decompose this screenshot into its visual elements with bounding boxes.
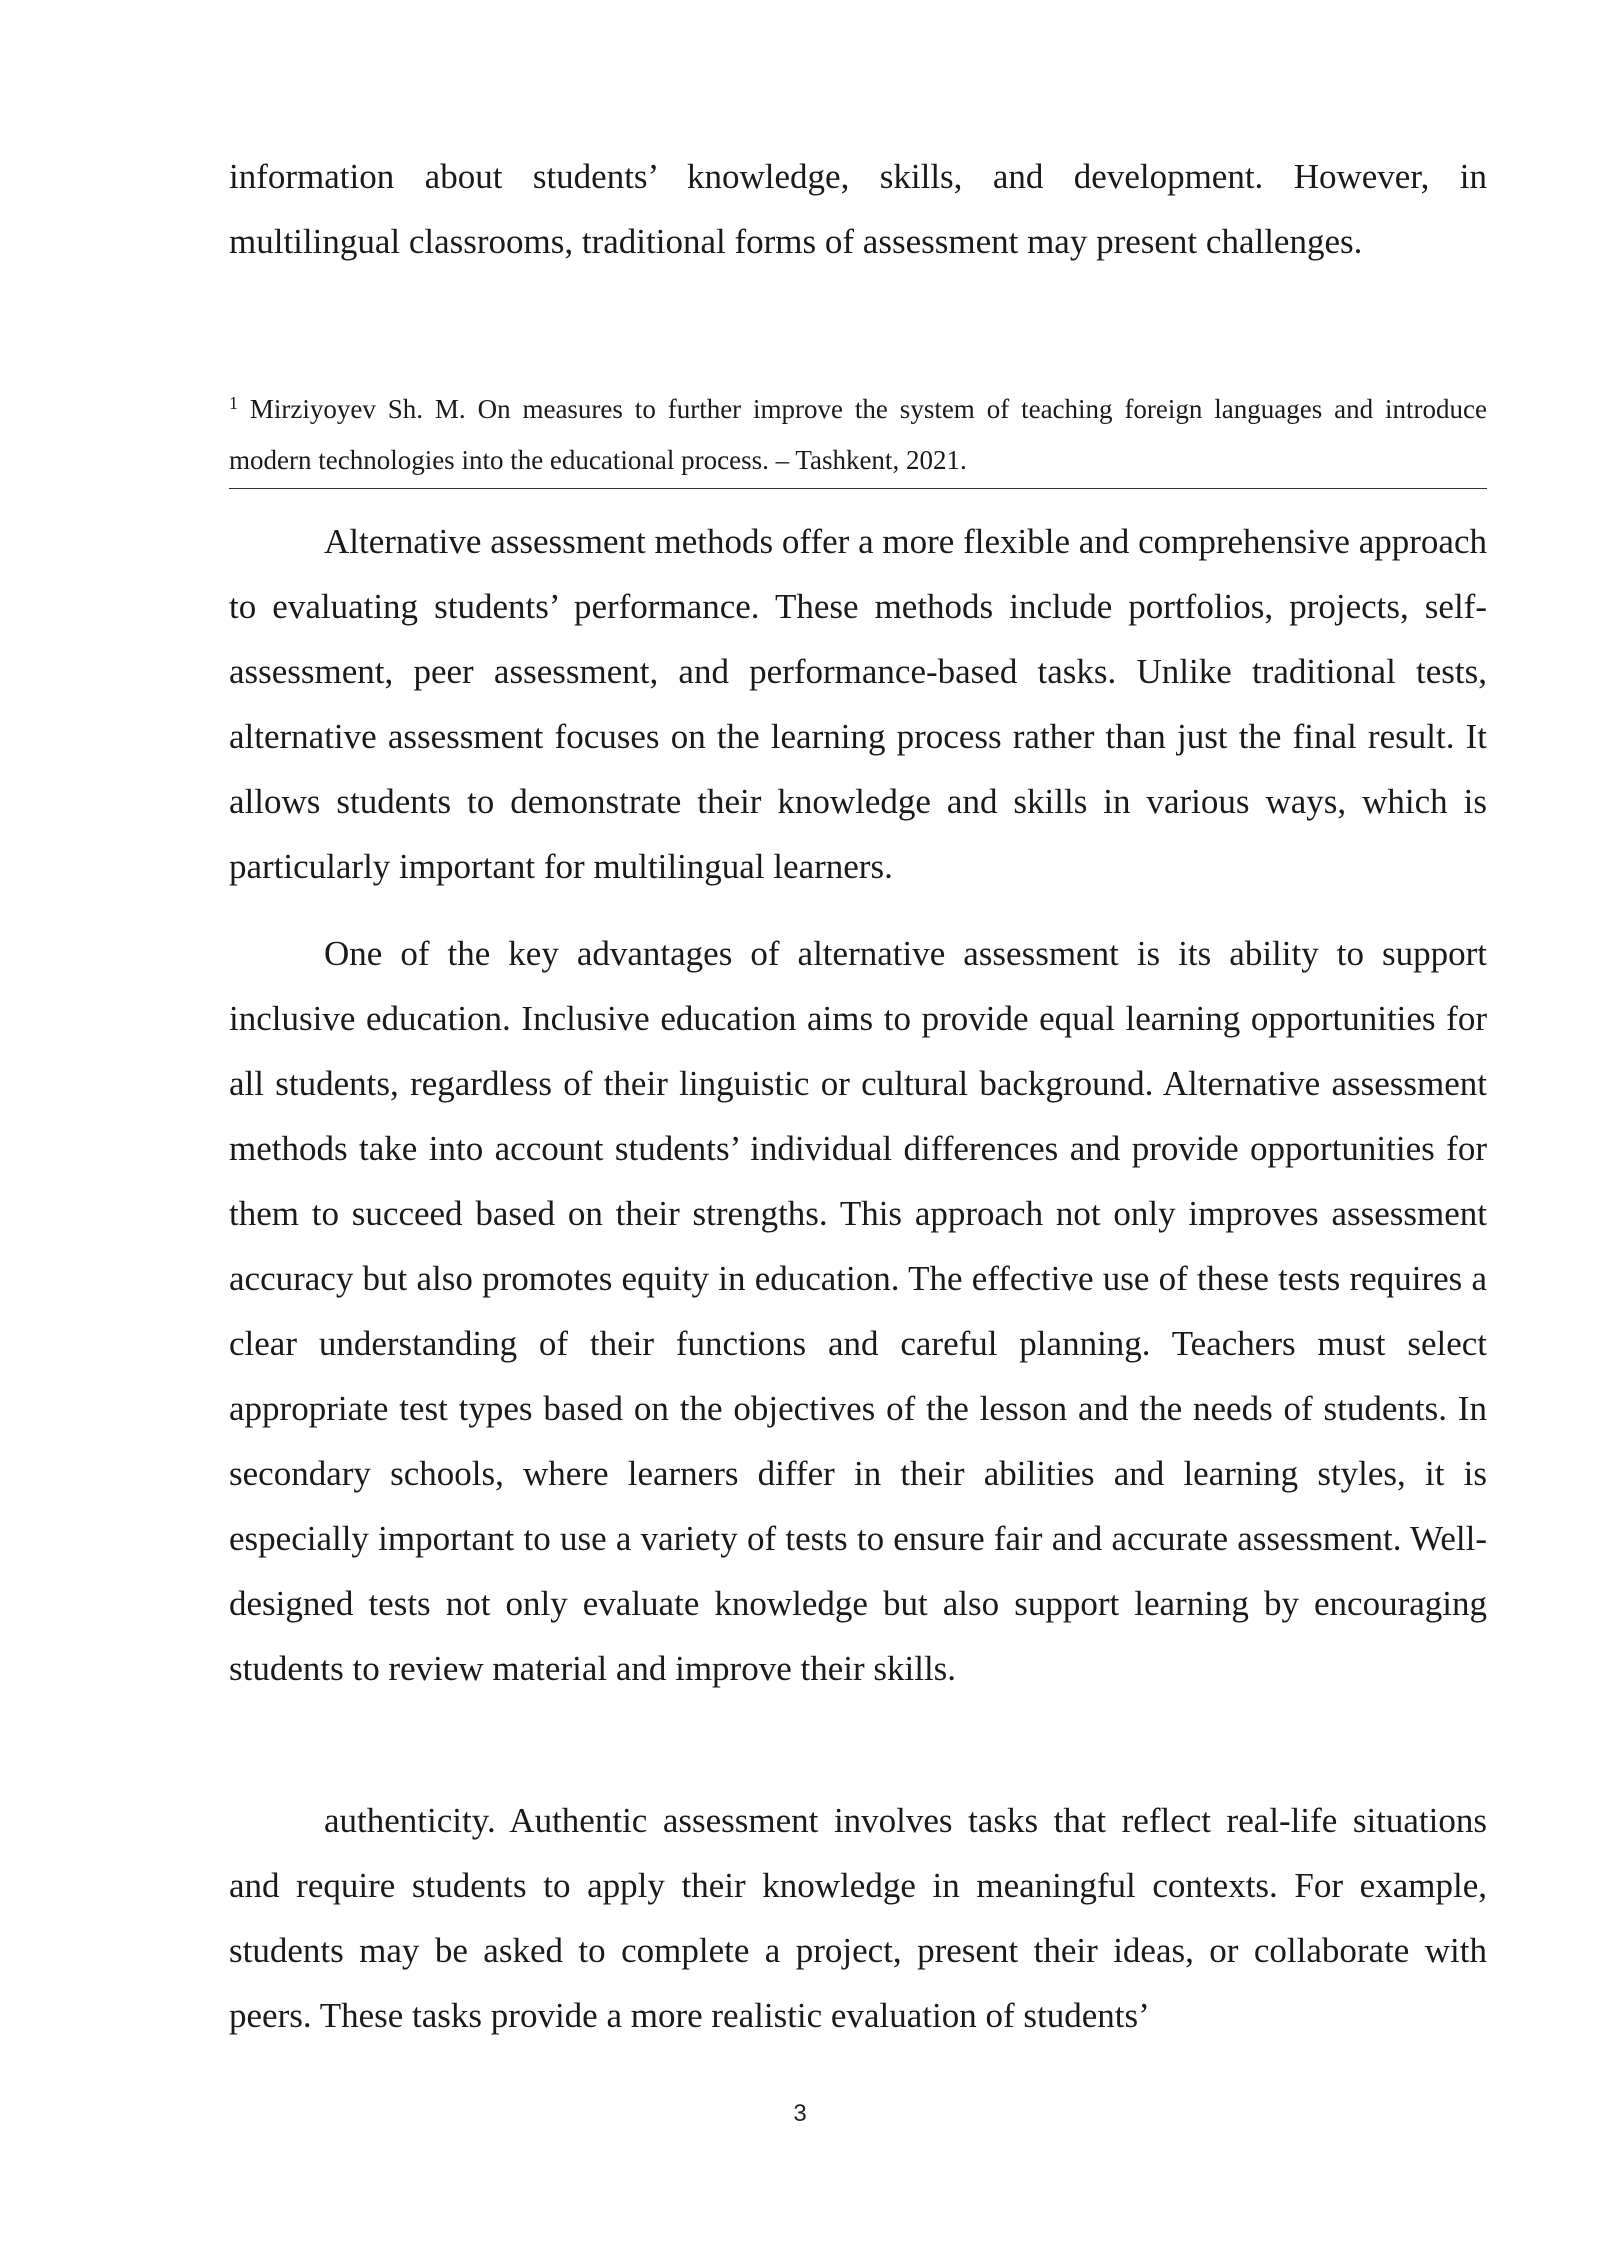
footnote-text: Mirziyoyev Sh. M. On measures to further improve the system of teaching foreign languages and introduce modern technologies into the educational process. – Tashkent, 2021. <box>229 394 1487 475</box>
body-paragraph-authenticity: authenticity. Authentic assessment involves tasks that reflect real-life situations and require students to apply their knowledge in meaningful contexts. For example, students may be asked to complete a project, present their ideas, or collaborate with peers. These tasks provide a more realistic evaluation of students’ <box>229 1801 1487 2035</box>
intro-paragraph: information about students’ knowledge, skills, and development. However, in multilingual classrooms, traditional forms of assessment may present challenges. <box>229 157 1487 261</box>
body-paragraph-inclusive-education: One of the key advantages of alternative assessment is its ability to support inclusive education. Inclusive education aims to provide equal learning opportunities for all students, regardless of their linguistic or cultural background. Alternative assessment methods take into account students’ individual differences and provide opportunities for them to succeed based on their strengths. This approach not only improves assessment accuracy but also promotes equity in education. The effective use of these tests requires a clear understanding of their functions and careful planning. Teachers must select appropriate test types based on the objectives of the lesson and the needs of students. In secondary schools, where learners differ in their abilities and learning styles, it is especially important to use a variety of tests to ensure fair and accurate assessment. Well-designed tests not only evaluate knowledge but also support learning by encouraging students to review material and improve their skills. <box>229 934 1487 1688</box>
footnote-marker: 1 <box>229 393 238 413</box>
footnote <box>229 384 1487 489</box>
body-paragraph-alternative-assessment: Alternative assessment methods offer a more flexible and comprehensive approach to evaluating students’ performance. These methods include portfolios, projects, self-assessment, peer assessment, and performance-based tasks. Unlike traditional tests, alternative assessment focuses on the learning process rather than just the final result. It allows students to demonstrate their knowledge and skills in various ways, which is particularly important for multilingual learners. <box>229 522 1487 886</box>
page-number: 3 <box>793 2100 807 2127</box>
